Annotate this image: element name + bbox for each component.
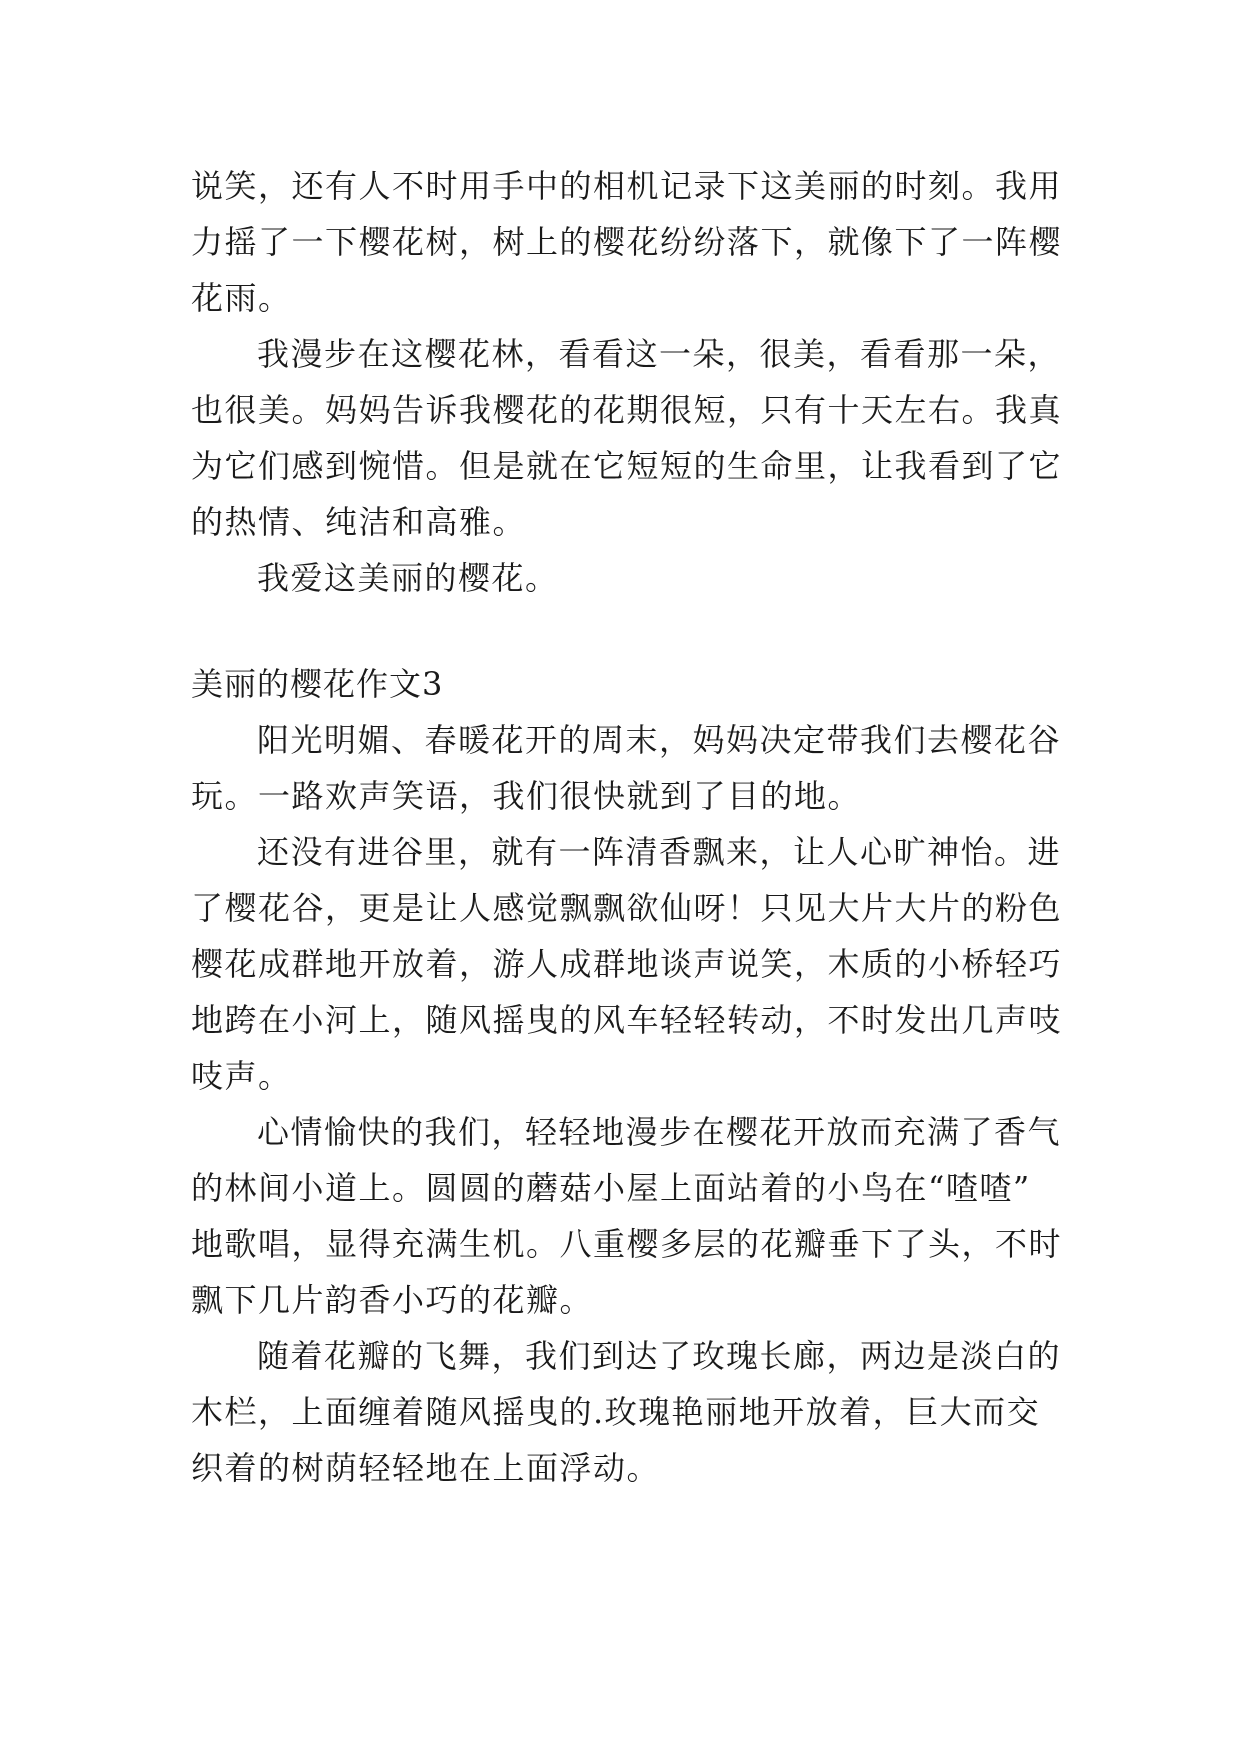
text-line: 心情愉快的我们，轻轻地漫步在樱花开放而充满了香气 — [257, 1113, 1062, 1151]
text-line: 力摇了一下樱花树，树上的樱花纷纷落下，就像下了一阵樱 — [191, 223, 1063, 261]
section-title: 美丽的樱花作文3 — [191, 665, 444, 703]
text-line: 吱声。 — [191, 1057, 292, 1095]
text-line: 樱花成群地开放着，游人成群地谈声说笑，木质的小桥轻巧 — [191, 945, 1063, 983]
text-line: 地跨在小河上，随风摇曳的风车轻轻转动，不时发出几声吱 — [191, 1001, 1063, 1039]
text-line: 的林间小道上。圆圆的蘑菇小屋上面站着的小鸟在“喳喳” — [191, 1169, 1031, 1207]
text-line: 我爱这美丽的樱花。 — [257, 559, 559, 597]
text-line: 飘下几片韵香小巧的花瓣。 — [191, 1281, 594, 1319]
paragraph — [191, 326, 1063, 550]
paragraph — [191, 550, 1053, 606]
paragraph — [191, 824, 1063, 1104]
text-line: 地歌唱，显得充满生机。八重樱多层的花瓣垂下了头，不时 — [191, 1225, 1063, 1263]
text-line: 玩。一路欢声笑语，我们很快就到了目的地。 — [191, 777, 862, 815]
text-line: 花雨。 — [191, 279, 292, 317]
text-line: 说笑，还有人不时用手中的相机记录下这美丽的时刻。我用 — [191, 167, 1063, 205]
text-line: 还没有进谷里，就有一阵清香飘来，让人心旷神怡。进 — [257, 833, 1062, 871]
paragraph — [191, 158, 1063, 326]
text-line: 了樱花谷，更是让人感觉飘飘欲仙呀！只见大片大片的粉色 — [191, 889, 1063, 927]
text-line: 随着花瓣的飞舞，我们到达了玫瑰长廊，两边是淡白的 — [257, 1337, 1062, 1375]
text-line: 织着的树荫轻轻地在上面浮动。 — [191, 1449, 661, 1487]
text-line: 也很美。妈妈告诉我樱花的花期很短，只有十天左右。我真 — [191, 391, 1063, 429]
document-page — [191, 158, 1063, 1496]
text-line: 木栏，上面缠着随风摇曳的.玫瑰艳丽地开放着，巨大而交 — [191, 1393, 1041, 1431]
text-line: 的热情、纯洁和高雅。 — [191, 503, 527, 541]
paragraph — [191, 1328, 1062, 1496]
paragraph — [191, 712, 1062, 824]
text-line: 阳光明媚、春暖花开的周末，妈妈决定带我们去樱花谷 — [257, 721, 1062, 759]
text-line: 为它们感到惋惜。但是就在它短短的生命里，让我看到了它 — [191, 447, 1063, 485]
paragraph — [191, 1104, 1063, 1328]
text-line: 我漫步在这樱花林，看看这一朵，很美，看看那一朵， — [257, 335, 1062, 373]
